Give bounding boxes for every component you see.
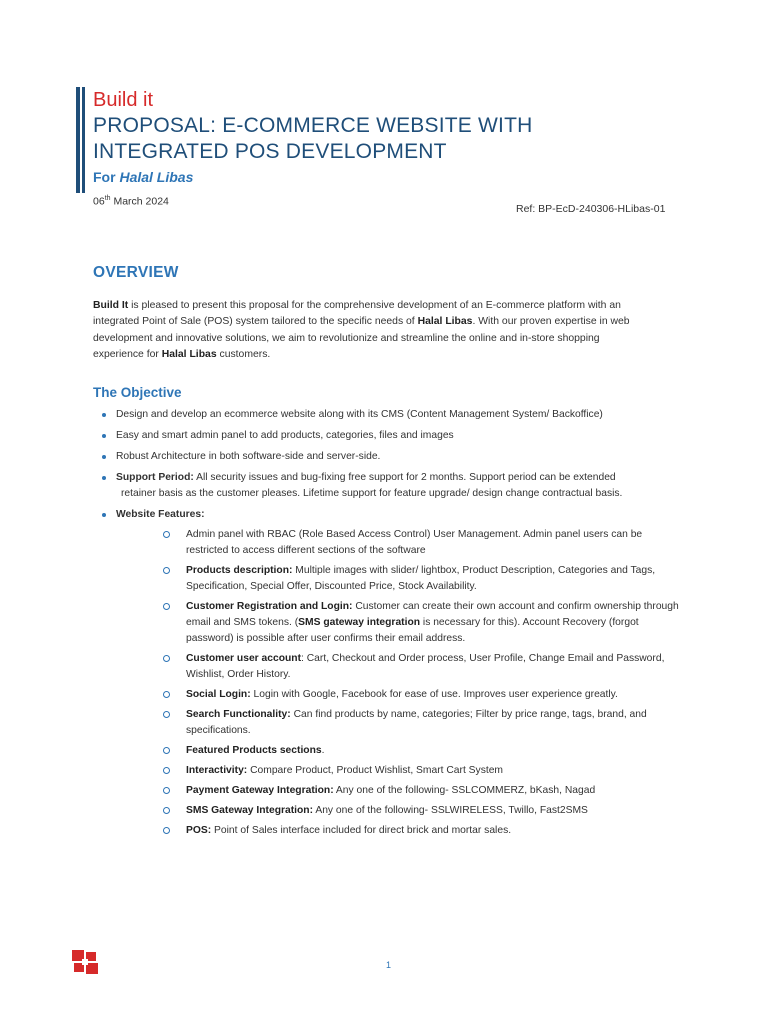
proposal-title [93, 113, 613, 165]
bullet-icon [102, 513, 106, 517]
list-item: Website Features: Admin panel with RBAC (Role Based Access Control) User Management. Admin panel users can be restricted to access different sections of the software Products description: Multiple images with slider/ lightbox, Product Description, Categories and Tags, Specification, Special Offer, Discounted Price, Stock Availability. Customer Registration and Login: Customer can create their own account and confirm ownership through email and SMS tokens. (SMS gateway integration is necessary for this). Account Recovery (forgot password) is possible after user confirms their email address. Customer user account: Cart, Checkout and Order process, User Profile, Change Email and Password, Wishlist, Order History. Social Login: Login with Google, Facebook for ease of use. Improves user experience greatly. Search Functionality: Can find products by name, categories; Filter by price range, tags, brand, and specifications. Featured Products sections. Interactivity: Compare Product, Product Wishlist, Smart Cart System Payment Gateway Integration: Any one of the following- SSLCOMMERZ, bKash, Nagad SMS Gateway Integration: Any one of the following- SSLWIRELESS, Twillo, Fast2SMS POS: Point of Sales interface included for direct brick and mortar sales. [93, 507, 683, 839]
circle-bullet-icon [163, 807, 170, 814]
list-item: Robust Architecture in both software-side and server-side. [93, 449, 683, 465]
circle-bullet-icon [163, 827, 170, 834]
feature-item: Products description: Multiple images with slider/ lightbox, Product Description, Categories and Tags, Specification, Special Offer, Discounted Price, Stock Availability. [116, 563, 686, 595]
proposal-date: 06th March 2024 [93, 195, 169, 208]
circle-bullet-icon [163, 655, 170, 662]
list-item: Support Period: All security issues and bug-fixing free support for 2 months. Support period can be extended retainer basis as the customer pleases. Lifetime support for feature upgrade/ design change contractual basis. [93, 470, 683, 502]
client-name: Halal Libas [119, 169, 194, 185]
circle-bullet-icon [163, 603, 170, 610]
page-number: 1 [386, 960, 392, 970]
feature-item: SMS Gateway Integration: Any one of the following- SSLWIRELESS, Twillo, Fast2SMS [116, 803, 686, 819]
circle-bullet-icon [163, 691, 170, 698]
overview-heading: OVERVIEW [93, 264, 179, 281]
list-item: Easy and smart admin panel to add products, categories, files and images [93, 428, 683, 444]
bullet-icon [102, 434, 106, 438]
feature-item: Payment Gateway Integration: Any one of the following- SSLCOMMERZ, bKash, Nagad [116, 783, 686, 799]
circle-bullet-icon [163, 747, 170, 754]
feature-item: Search Functionality: Can find products by name, categories; Filter by price range, tags, brand, and specifications. [116, 707, 686, 739]
company-logo-icon [72, 950, 98, 974]
website-features-list [116, 527, 683, 839]
objective-list [93, 407, 683, 844]
bullet-icon [102, 413, 106, 417]
objective-heading: The Objective [93, 385, 182, 400]
circle-bullet-icon [163, 531, 170, 538]
feature-item: POS: Point of Sales interface included for direct brick and mortar sales. [116, 823, 686, 839]
title-line-1: PROPOSAL: E-COMMERCE WEBSITE WITH [93, 114, 533, 137]
circle-bullet-icon [163, 767, 170, 774]
feature-item: Customer user account: Cart, Checkout and Order process, User Profile, Change Email and Password, Wishlist, Order History. [116, 651, 686, 683]
feature-item: Social Login: Login with Google, Facebook for ease of use. Improves user experience greatly. [116, 687, 686, 703]
bullet-icon [102, 476, 106, 480]
feature-item: Admin panel with RBAC (Role Based Access Control) User Management. Admin panel users can be restricted to access different sections of the software [116, 527, 686, 559]
list-item: Design and develop an ecommerce website along with its CMS (Content Management System/ Backoffice) [93, 407, 683, 423]
circle-bullet-icon [163, 567, 170, 574]
feature-item: Interactivity: Compare Product, Product Wishlist, Smart Cart System [116, 763, 686, 779]
circle-bullet-icon [163, 787, 170, 794]
reference-number: Ref: BP-EcD-240306-HLibas-01 [516, 203, 666, 215]
circle-bullet-icon [163, 711, 170, 718]
header-accent-bars [76, 87, 86, 193]
for-prefix: For [93, 169, 116, 185]
feature-item: Featured Products sections. [116, 743, 686, 759]
title-line-2: INTEGRATED POS DEVELOPMENT [93, 140, 447, 163]
client-line [93, 169, 193, 185]
bullet-icon [102, 455, 106, 459]
feature-item: Customer Registration and Login: Customer can create their own account and confirm ownership through email and SMS tokens. (SMS gateway integration is necessary for this). Account Recovery (forgot password) is possible after user confirms their email address. [116, 599, 686, 647]
brand-name: Build it [93, 89, 154, 111]
overview-paragraph: Build It is pleased to present this proposal for the comprehensive development of an E-commerce platform with an integrated Point of Sale (POS) system tailored to the specific needs of Halal Libas. With our proven expertise in web development and innovative solutions, we aim to revolutionize and streamline the online and in-store shopping experience for Halal Libas customers. [93, 300, 630, 360]
